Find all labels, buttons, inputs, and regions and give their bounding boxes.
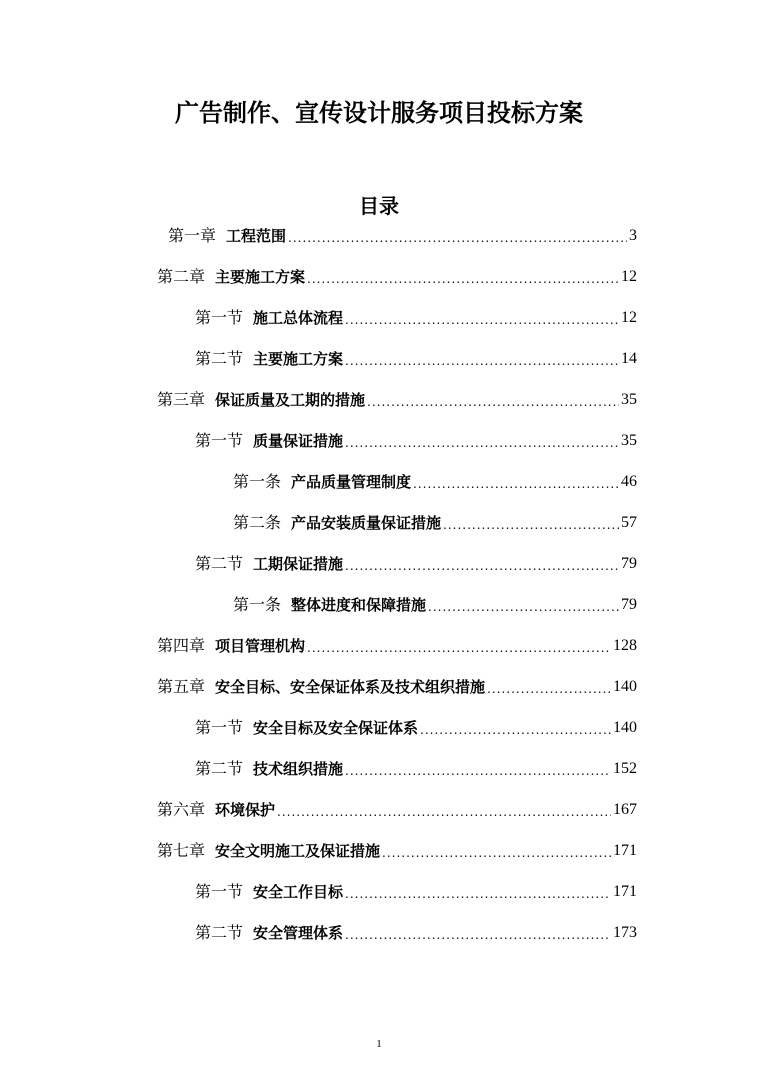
- toc-entry[interactable]: [157, 794, 637, 820]
- toc-entry-text: 安全目标及安全保证体系: [253, 719, 419, 737]
- toc-entry-page: 79: [621, 555, 637, 572]
- toc-entry[interactable]: [195, 876, 637, 902]
- toc-leader-dots: [345, 435, 619, 451]
- toc-entry-page: 3: [629, 227, 637, 244]
- toc-entry-label: 第一章: [168, 226, 217, 245]
- toc-entry-label: 第二节: [195, 759, 244, 778]
- toc-entry-page: 57: [621, 514, 637, 531]
- toc-entry[interactable]: [233, 507, 637, 533]
- toc-entry-page: 35: [621, 432, 637, 449]
- toc-entry[interactable]: [233, 466, 637, 492]
- toc-entry-page: 171: [613, 883, 637, 900]
- toc-entry[interactable]: [195, 917, 637, 943]
- toc-entry-text: 产品质量管理制度: [291, 473, 412, 491]
- toc-entry-label: 第二节: [195, 923, 244, 942]
- toc-entry-label: 第七章: [157, 841, 206, 860]
- toc-entry-text: 保证质量及工期的措施: [215, 391, 366, 409]
- toc-entry-label: 第二章: [157, 267, 206, 286]
- toc-leader-dots: [367, 394, 619, 410]
- toc-leader-dots: [420, 722, 611, 738]
- toc-entry-text: 工程范围: [226, 227, 287, 245]
- toc-entry-label: 第一节: [195, 718, 244, 737]
- toc-entry-page: 171: [613, 842, 637, 859]
- toc-leader-dots: [307, 640, 611, 656]
- toc-entry[interactable]: [157, 261, 637, 287]
- toc-heading: 目录: [359, 194, 399, 218]
- toc-leader-dots: [428, 599, 619, 615]
- toc-leader-dots: [345, 353, 619, 369]
- toc-entry-page: 79: [621, 596, 637, 613]
- toc-entry-label: 第五章: [157, 677, 206, 696]
- toc-entry-page: 14: [621, 350, 637, 367]
- toc-entry-page: 173: [613, 924, 637, 941]
- toc-entry-text: 安全文明施工及保证措施: [215, 842, 381, 860]
- toc-leader-dots: [345, 927, 611, 943]
- toc-entry-text: 项目管理机构: [215, 637, 306, 655]
- toc-entry-text: 安全工作目标: [253, 883, 344, 901]
- toc-entry-text: 技术组织措施: [253, 760, 344, 778]
- toc-entry-text: 主要施工方案: [253, 350, 344, 368]
- toc-leader-dots: [382, 845, 611, 861]
- toc-entry-label: 第一条: [233, 595, 282, 614]
- toc-leader-dots: [345, 558, 619, 574]
- toc-leader-dots: [345, 886, 611, 902]
- toc-entry-text: 产品安装质量保证措施: [291, 514, 442, 532]
- toc-leader-dots: [307, 271, 619, 287]
- toc-entry-text: 主要施工方案: [215, 268, 306, 286]
- toc-entry[interactable]: [157, 384, 637, 410]
- toc-leader-dots: [345, 763, 611, 779]
- toc-entry-page: 128: [613, 637, 637, 654]
- toc-entry[interactable]: [195, 302, 637, 328]
- toc-entry[interactable]: [195, 425, 637, 451]
- toc-entry[interactable]: [195, 548, 637, 574]
- toc-entry-label: 第二节: [195, 349, 244, 368]
- toc-entry[interactable]: [157, 835, 637, 861]
- toc-leader-dots: [288, 230, 627, 246]
- toc-entry-label: 第一节: [195, 431, 244, 450]
- toc-leader-dots: [277, 804, 611, 820]
- page-number: 1: [376, 1038, 382, 1050]
- toc-leader-dots: [487, 681, 611, 697]
- toc-entry-label: 第六章: [157, 800, 206, 819]
- toc-entry-page: 12: [621, 268, 637, 285]
- toc-entry[interactable]: [195, 753, 637, 779]
- toc-entry-page: 35: [621, 391, 637, 408]
- toc-leader-dots: [443, 517, 619, 533]
- toc-entry-text: 施工总体流程: [253, 309, 344, 327]
- toc-entry-label: 第二节: [195, 554, 244, 573]
- document-title: 广告制作、宣传设计服务项目投标方案: [175, 99, 583, 127]
- toc-entry-page: 12: [621, 309, 637, 326]
- toc-entry-text: 安全目标、安全保证体系及技术组织措施: [215, 678, 486, 696]
- toc-entry-label: 第一节: [195, 308, 244, 327]
- toc-entry[interactable]: [195, 712, 637, 738]
- toc-entry-text: 工期保证措施: [253, 555, 344, 573]
- toc-entry-text: 整体进度和保障措施: [291, 596, 427, 614]
- toc-entry[interactable]: [157, 630, 637, 656]
- toc-leader-dots: [413, 476, 619, 492]
- toc-leader-dots: [345, 312, 619, 328]
- toc-entry[interactable]: [157, 671, 637, 697]
- toc-entry-page: 152: [613, 760, 637, 777]
- toc-entry-text: 环境保护: [215, 801, 276, 819]
- toc-entry-label: 第一节: [195, 882, 244, 901]
- toc-entry-page: 46: [621, 473, 637, 490]
- toc-entry[interactable]: [168, 220, 637, 246]
- toc-entry-label: 第四章: [157, 636, 206, 655]
- toc-entry[interactable]: [233, 589, 637, 615]
- toc-entry-label: 第三章: [157, 390, 206, 409]
- toc-entry[interactable]: [195, 343, 637, 369]
- toc-entry-page: 140: [613, 719, 637, 736]
- toc-entry-label: 第一条: [233, 472, 282, 491]
- toc-entry-page: 167: [613, 801, 637, 818]
- toc-entry-text: 质量保证措施: [253, 432, 344, 450]
- toc-entry-text: 安全管理体系: [253, 924, 344, 942]
- toc-entry-label: 第二条: [233, 513, 282, 532]
- toc-entry-page: 140: [613, 678, 637, 695]
